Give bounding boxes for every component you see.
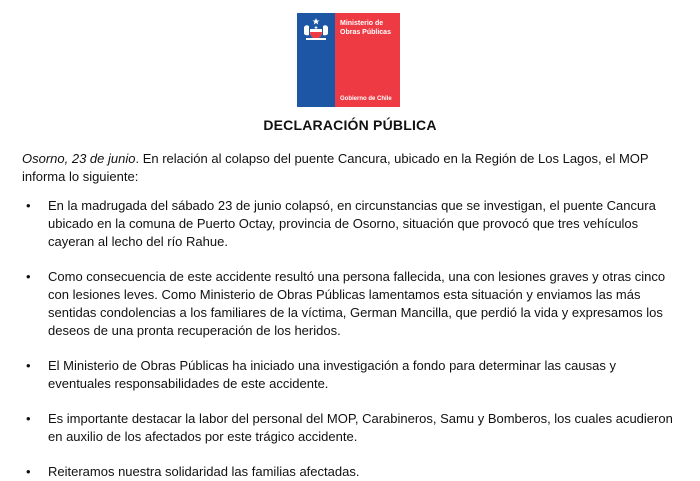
bullet-icon: • — [26, 198, 31, 213]
list-item-text: En la madrugada del sábado 23 de junio colapsó, en circunstancias que se investigan, el puente Cancura ubicado en la comuna de Puerto Octay, provincia de Osorno, situación que provocó que tres vehículos cayeran al lecho del río Rahue. — [48, 198, 656, 249]
logo-blue-band — [297, 13, 335, 107]
list-item — [22, 357, 682, 393]
logo-ministry-line1: Ministerio de — [340, 20, 384, 27]
list-item-text: El Ministerio de Obras Públicas ha iniciado una investigación a fondo para determinar las causas y eventuales responsabilidades de este accidente. — [48, 358, 616, 391]
list-item — [22, 268, 682, 340]
intro-text: . En relación al colapso del puente Cancura, ubicado en la Región de Los Lagos, el MOP informa lo siguiente: — [22, 151, 649, 184]
statement-list — [22, 197, 682, 481]
list-item — [22, 463, 682, 481]
bullet-icon: • — [26, 411, 31, 426]
logo-ministry-name — [340, 19, 391, 37]
list-item — [22, 410, 682, 446]
bullet-icon: • — [26, 269, 31, 284]
logo-ministry-line2: Obras Públicas — [340, 29, 391, 36]
coat-of-arms-icon — [300, 17, 332, 41]
intro-paragraph — [22, 150, 682, 186]
logo-government-label: Gobierno de Chile — [340, 96, 392, 102]
document-title: DECLARACIÓN PÚBLICA — [263, 117, 437, 133]
list-item — [22, 197, 682, 251]
list-item-text: Es importante destacar la labor del personal del MOP, Carabineros, Samu y Bomberos, los cuales acudieron en auxilio de los afectados por este trágico accidente. — [48, 411, 673, 444]
ministry-logo — [297, 13, 400, 107]
intro-place-date: Osorno, 23 de junio — [22, 151, 136, 166]
list-item-text: Como consecuencia de este accidente resultó una persona fallecida, una con lesiones graves y otras cinco con lesiones leves. Como Ministerio de Obras Públicas lamentamos esta situación y enviamos las más sentidas condolencias a los familiares de la víctima, German Mancilla, que perdió la vida y expresamos los deseos de una pronta recuperación de los heridos. — [48, 269, 666, 338]
bullet-icon: • — [26, 358, 31, 373]
bullet-icon: • — [26, 464, 31, 479]
list-item-text: Reiteramos nuestra solidaridad las familias afectadas. — [48, 464, 360, 479]
